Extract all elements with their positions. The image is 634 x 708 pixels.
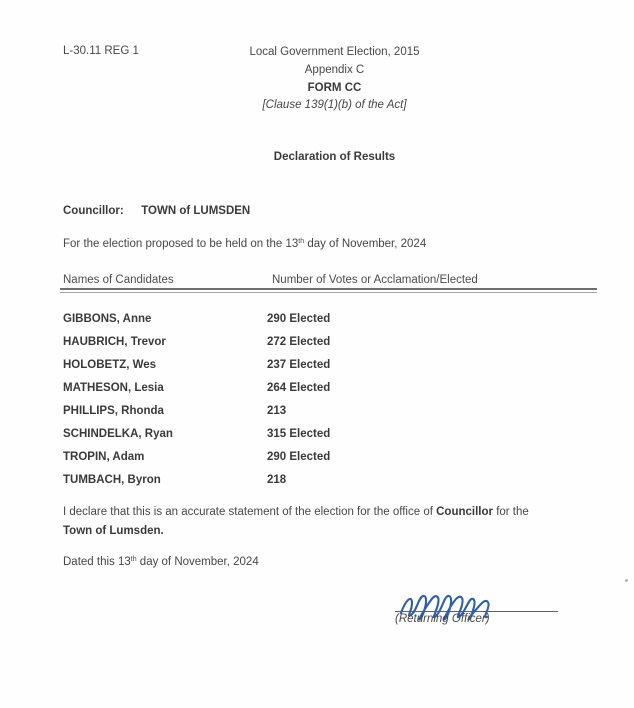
declaration-text-2: for the [493,506,529,518]
candidate-name: TUMBACH, Byron [63,474,161,486]
dated-suffix: day of November, 2024 [136,556,259,568]
office-label: Councillor: [63,205,124,217]
declaration-text: I declare that this is an accurate statement of the election for the office of [63,506,437,518]
candidate-name: HAUBRICH, Trevor [63,336,166,348]
results-table [63,308,583,492]
dated-line [63,556,259,568]
declaration-office-bold: Councillor [436,506,493,518]
table-row [63,446,583,469]
page-title: Declaration of Results [273,151,396,163]
office-line [63,205,250,217]
candidate-votes: 213 [267,405,287,417]
table-row [63,354,583,377]
table-row [63,377,583,400]
column-header-candidates: Names of Candidates [63,274,174,286]
header-election-line: Local Government Election, 2015 [249,46,420,58]
table-row [63,423,583,446]
election-date-line [63,238,426,250]
candidate-name: PHILLIPS, Rhonda [63,405,164,417]
column-header-votes: Number of Votes or Acclamation/Elected [272,274,478,286]
candidate-name: TROPIN, Adam [63,451,145,463]
candidate-votes: 237 Elected [267,359,331,371]
header-form-line: FORM CC [307,81,362,94]
candidate-name: SCHINDELKA, Ryan [63,428,173,440]
candidate-votes: 272 Elected [267,336,331,348]
candidate-votes: 264 Elected [267,382,331,394]
signature-role-label: (Returning Officer) [395,613,490,625]
candidate-name: HOLOBETZ, Wes [63,359,157,371]
table-row [63,469,583,492]
candidate-name: GIBBONS, Anne [63,313,152,325]
election-date-prefix: For the election proposed to be held on the 13 [63,238,299,250]
table-row [63,400,583,423]
dated-prefix: Dated this 13 [63,556,131,568]
candidate-votes: 290 Elected [267,313,331,325]
header-appendix-line: Appendix C [304,63,365,76]
declaration-town-bold: Town of Lumsden. [63,525,164,537]
table-row [63,308,583,331]
declaration-statement [63,503,583,541]
candidate-votes: 315 Elected [267,428,331,440]
scan-speck [625,579,628,582]
candidate-votes: 218 [267,474,287,486]
form-header [35,44,634,115]
election-date-suffix: day of November, 2024 [304,238,427,250]
office-value: TOWN of LUMSDEN [141,205,251,217]
regulation-code: L-30.11 REG 1 [63,45,139,57]
table-row [63,331,583,354]
header-clause-line: [Clause 139(1)(b) of the Act] [262,99,407,112]
table-header-rule [60,288,597,293]
candidate-votes: 290 Elected [267,451,331,463]
dated-ordinal: th [130,556,137,563]
candidate-name: MATHESON, Lesia [63,382,164,394]
election-date-ordinal: th [298,238,305,245]
